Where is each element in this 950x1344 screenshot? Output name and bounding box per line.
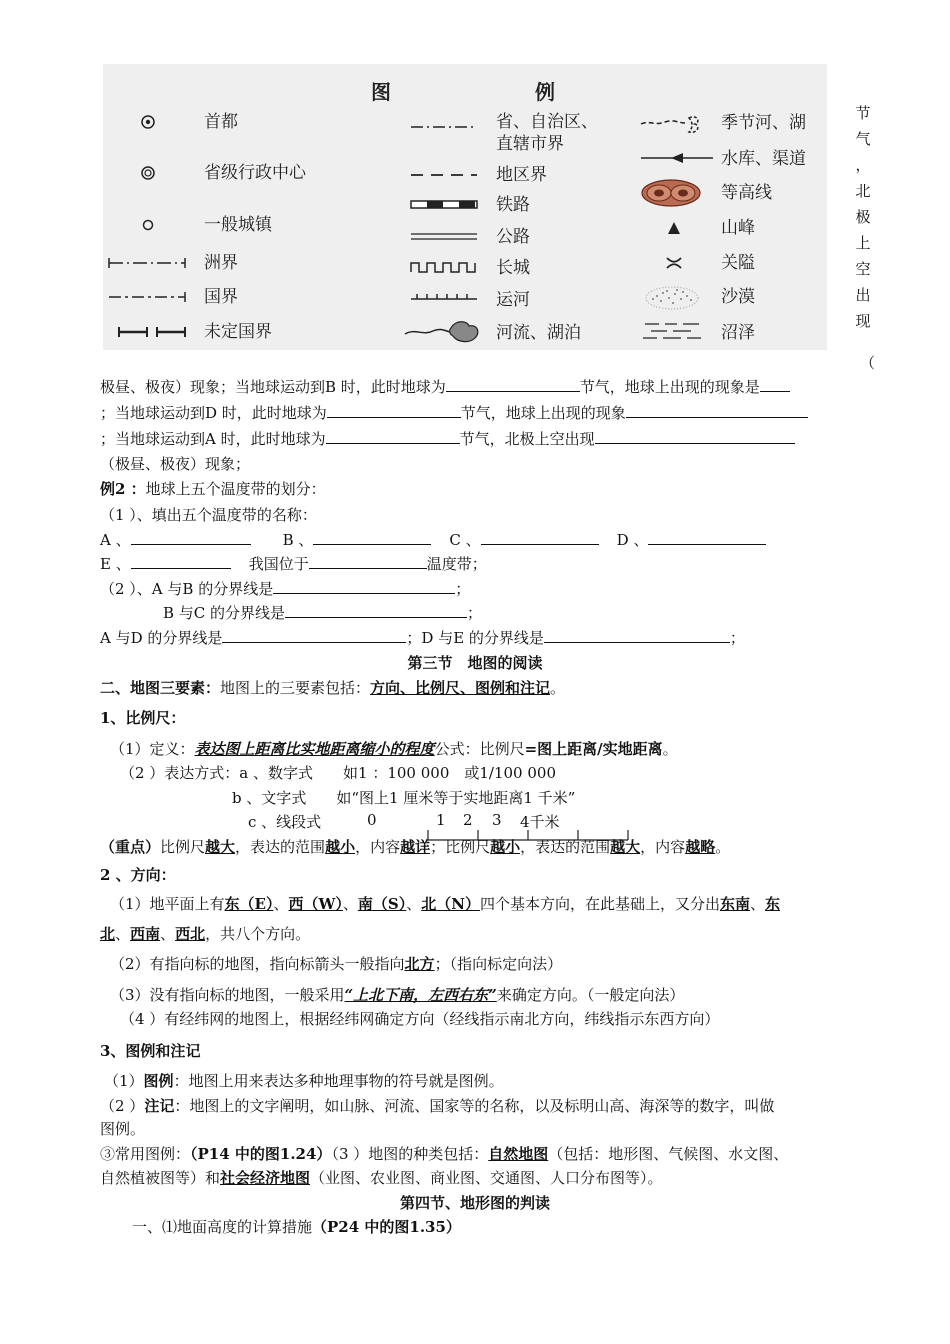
text: 公式：比例尺 (434, 740, 525, 758)
text: ，表达的范围 (520, 838, 611, 856)
text: E 、 (100, 555, 131, 573)
legend-label-national-boundary: 国界 (204, 287, 238, 307)
side-char: 上 (855, 234, 871, 252)
scale-verbal: b 、文字式 如“图上1 厘米等于实地距离1 千米” (232, 789, 576, 807)
notes-def-cont: 图例。 (100, 1120, 146, 1138)
legend-label-reservoir-canal: 水库、渠道 (721, 149, 806, 169)
notes-def (100, 1095, 774, 1116)
text: 、 (342, 895, 358, 913)
side-char: ， (855, 156, 871, 174)
answer: 东南 (719, 895, 750, 913)
text: 、 (406, 895, 422, 913)
mountain-peak-symbol (666, 220, 682, 236)
side-char: 出 (855, 286, 871, 304)
section3-title: 第三节 地图的阅读 (407, 654, 543, 672)
bar-num-0: 0 (367, 811, 377, 829)
text: ； (467, 604, 483, 622)
earth-line-4: （极昼、极夜）现象； (100, 455, 251, 473)
canal-symbol (409, 290, 479, 304)
text: 温度带； (426, 555, 487, 573)
boundary-bc (163, 602, 482, 623)
provincial-boundary-symbol (409, 120, 479, 134)
legend-title-right: 例 (535, 80, 555, 104)
answer: 南（S） (357, 895, 407, 913)
answer: 越大 (205, 838, 236, 856)
text: 来确定方向。（一般定向法） (496, 986, 685, 1004)
reference: （P14 中的图1.24） (190, 1145, 332, 1163)
scale-definition (110, 738, 678, 759)
text: 我国位于 (248, 555, 309, 573)
legend-label-desert: 沙漠 (721, 287, 755, 307)
answer: 越详 (400, 838, 431, 856)
text: ；（指向标定向法） (434, 955, 563, 973)
capital-symbol (133, 112, 163, 132)
legend-label-municipality-boundary: 直辖市界 (496, 134, 564, 154)
text: ，内容 (355, 838, 401, 856)
side-char: 节 (855, 104, 871, 122)
answer-blank[interactable] (626, 403, 808, 418)
example-label: 例2 ： (100, 480, 146, 498)
answer-blank[interactable] (327, 403, 461, 418)
text: （2 ）、A 与B 的分界线是 (100, 580, 274, 598)
side-vertical-text (853, 100, 873, 334)
legend-title-left: 图 (371, 80, 391, 104)
direction-4: （4 ）有经纬网的地图上，根据经纬网确定方向（经线指示南北方向，纬线指示东西方向） (120, 1010, 720, 1028)
answer: “上北下南，左西右东” (344, 986, 497, 1004)
town-symbol (133, 215, 163, 235)
answer: 越大 (610, 838, 641, 856)
answer-blank[interactable] (544, 628, 730, 643)
legend-label-mountain-pass: 关隘 (721, 253, 755, 273)
text: 、 (160, 925, 176, 943)
example2-heading (100, 478, 326, 499)
text: 自然植被图等）和 (100, 1169, 221, 1187)
text: 极昼、极夜）现象；当地球运动到B 时，此时地球为 (100, 378, 446, 396)
text: ；当地球运动到D 时，此时地球为 (100, 404, 327, 422)
bar-num-1: 1 (436, 811, 446, 829)
text: （1）定义： (110, 740, 195, 758)
text: 。 (662, 740, 678, 758)
district-boundary-symbol (409, 168, 479, 182)
text: 、 (115, 925, 131, 943)
map-types-line (100, 1143, 788, 1164)
earth-line-2 (100, 402, 808, 423)
side-char: 空 (855, 260, 871, 278)
earth-line-3 (100, 428, 795, 449)
text: A 与D 的分界线是 (100, 629, 223, 647)
text: 节气，地球上出现的现象是 (579, 378, 760, 396)
text: ，表达的范围 (235, 838, 326, 856)
text: （2）有指向标的地图，指向标箭头一般指向 (110, 955, 405, 973)
answer: 西北 (175, 925, 206, 943)
answer-blank[interactable] (595, 429, 795, 444)
text: 四个基本方向，在此基础上，又分出 (479, 895, 720, 913)
text: 比例尺 (160, 838, 206, 856)
legend-label-capital: 首都 (204, 112, 238, 132)
text: B 、 (282, 531, 314, 549)
answer: 越小 (490, 838, 521, 856)
side-char: 北 (855, 182, 871, 200)
answer: 西（W） (288, 895, 343, 913)
scale-heading: 1、比例尺： (100, 709, 186, 727)
text: （包括：地形图、气候图、水文图、 (548, 1145, 789, 1163)
legend-label-district-boundary: 地区界 (496, 165, 547, 185)
side-paren: （ (860, 354, 876, 372)
legend-label-swamp: 沼泽 (721, 323, 755, 343)
answer: 表达图上距离比实地距离缩小的程度 (194, 740, 435, 758)
contour-line-symbol (639, 178, 703, 208)
great-wall-symbol (409, 258, 479, 276)
scale-key-point (100, 836, 730, 857)
railway-symbol (409, 198, 479, 212)
text: 节气，北极上空出现 (459, 430, 595, 448)
answer: 社会经济地图 (220, 1169, 311, 1187)
highway-symbol (409, 230, 479, 244)
answer-blank[interactable] (131, 530, 251, 545)
text: （1） (104, 1072, 144, 1090)
answer: 西南 (130, 925, 161, 943)
scale-linear: c 、线段式 (248, 813, 322, 831)
term: 图例 (143, 1072, 174, 1090)
side-char: 极 (855, 208, 871, 226)
zone-names-row-1 (100, 529, 766, 550)
legend-label-provincial-center: 省级行政中心 (204, 163, 306, 183)
undefined-boundary-symbol (117, 322, 187, 342)
legend-label-mountain-peak: 山峰 (721, 218, 755, 238)
national-boundary-symbol (107, 287, 187, 307)
section4-title: 第四节、地形图的判读 (399, 1194, 550, 1212)
text: （1）地平面上有 (110, 895, 225, 913)
section4-line (132, 1216, 461, 1237)
text: ：地图上用来表达多种地理事物的符号就是图例。 (173, 1072, 504, 1090)
side-char: 气 (855, 130, 871, 148)
direction-heading: 2 、方向： (100, 866, 176, 884)
answer-blank[interactable] (222, 628, 406, 643)
text: ，共八个方向。 (205, 925, 311, 943)
example2-q1: （1 ）、填出五个温度带的名称： (100, 506, 317, 524)
text: 节气，地球上出现的现象 (460, 404, 626, 422)
provincial-center-symbol (133, 163, 163, 183)
text: ③常用图例： (100, 1145, 191, 1163)
seasonal-river-symbol (639, 112, 703, 136)
legend-label-undefined-boundary: 未定国界 (204, 322, 272, 342)
answer-blank[interactable] (760, 377, 790, 392)
text: B 与C 的分界线是 (163, 604, 286, 622)
bar-num-4: 4千米 (520, 813, 560, 831)
legend-label-great-wall: 长城 (496, 258, 530, 278)
continent-boundary-symbol (107, 253, 187, 273)
answer-blank[interactable] (309, 554, 427, 569)
answer: 北 (100, 925, 116, 943)
text: A 、 (100, 531, 131, 549)
legend-label-seasonal-river: 季节河、湖 (721, 113, 806, 133)
answer-blank[interactable] (648, 530, 766, 545)
legend-label-railway: 铁路 (496, 195, 530, 215)
answer: 越小 (325, 838, 356, 856)
text: ； (455, 580, 471, 598)
text: 、 (273, 895, 289, 913)
answer-blank[interactable] (131, 554, 231, 569)
zone-names-row-2 (100, 553, 487, 574)
legend-label-contour-line: 等高线 (721, 183, 772, 203)
earth-line-1 (100, 376, 790, 397)
answer: 东（E） (224, 895, 274, 913)
legend-label-continent-boundary: 洲界 (204, 253, 238, 273)
text: ； (729, 629, 745, 647)
answer-blank[interactable] (285, 603, 467, 618)
direction-2 (110, 953, 562, 974)
text: ；当地球运动到A 时，此时地球为 (100, 430, 326, 448)
answer-blank[interactable] (326, 429, 460, 444)
legend-label-canal: 运河 (496, 290, 530, 310)
desert-symbol (643, 284, 701, 312)
map-legend-figure (103, 64, 827, 350)
map-elements-line (100, 677, 565, 698)
text: 。 (550, 679, 566, 697)
direction-3 (110, 984, 684, 1005)
scale-numeric: （2 ）表达方式：a 、数字式 如1 ：100 000 或1/100 000 (120, 764, 556, 782)
text: 地球上五个温度带的划分： (145, 480, 326, 498)
legend-label-town: 一般城镇 (204, 215, 272, 235)
text: ；D 与E 的分界线是 (406, 629, 544, 647)
formula: =图上距离/实地距离 (524, 740, 663, 758)
answer-blank[interactable] (481, 530, 599, 545)
text: ，内容 (640, 838, 686, 856)
text: D 、 (616, 531, 649, 549)
map-types-line-cont (100, 1167, 663, 1188)
reservoir-canal-symbol (639, 150, 715, 166)
text: C 、 (449, 531, 481, 549)
text: （3）没有指向标的地图，一般采用 (110, 986, 345, 1004)
bar-num-3: 3 (492, 811, 502, 829)
text: 。 (715, 838, 731, 856)
example2-q2 (100, 578, 470, 599)
river-lake-symbol (403, 318, 483, 346)
text: 一、⑴地面高度的计算措施 (132, 1218, 313, 1236)
legend-notes-heading: 3、图例和注记 (100, 1042, 201, 1060)
text: ：地图上的文字阐明，如山脉、河流、国家等的名称，以及标明山高、海深等的数字，叫做 (174, 1097, 775, 1115)
answer: 越略 (685, 838, 716, 856)
text: （2 ） (100, 1097, 145, 1115)
text: （3 ）地图的种类包括： (331, 1145, 489, 1163)
term: 注记 (144, 1097, 175, 1115)
answer-blank[interactable] (313, 530, 431, 545)
text: 地图上的三要素包括： (220, 679, 371, 697)
answer: 北（N） (421, 895, 480, 913)
legend-label-river-lake: 河流、湖泊 (496, 323, 581, 343)
legend-label-highway: 公路 (496, 227, 530, 247)
text: （业图、农业图、商业图、交通图、人口分布图等）。 (310, 1169, 663, 1187)
answer: 北方 (404, 955, 435, 973)
text: ；比例尺 (430, 838, 491, 856)
reference: （P24 中的图1.35） (312, 1218, 461, 1236)
mountain-pass-symbol (664, 255, 684, 271)
legend-label-provincial-boundary: 省、自治区、 (496, 112, 598, 132)
answer-blank[interactable] (273, 579, 455, 594)
answer-blank[interactable] (446, 377, 580, 392)
label: （重点） (100, 838, 161, 856)
bar-num-2: 2 (463, 811, 473, 829)
direction-1-cont (100, 923, 310, 944)
heading: 二、地图三要素： (100, 679, 221, 697)
text: 、 (749, 895, 765, 913)
answer: 方向、比例尺、图例和注记 (370, 679, 551, 697)
side-char: 现 (855, 312, 871, 330)
answer: 东 (765, 895, 781, 913)
swamp-symbol (641, 320, 703, 346)
direction-1 (110, 893, 780, 914)
boundary-ad-de (100, 627, 745, 648)
legend-def (104, 1070, 504, 1091)
answer: 自然地图 (488, 1145, 549, 1163)
